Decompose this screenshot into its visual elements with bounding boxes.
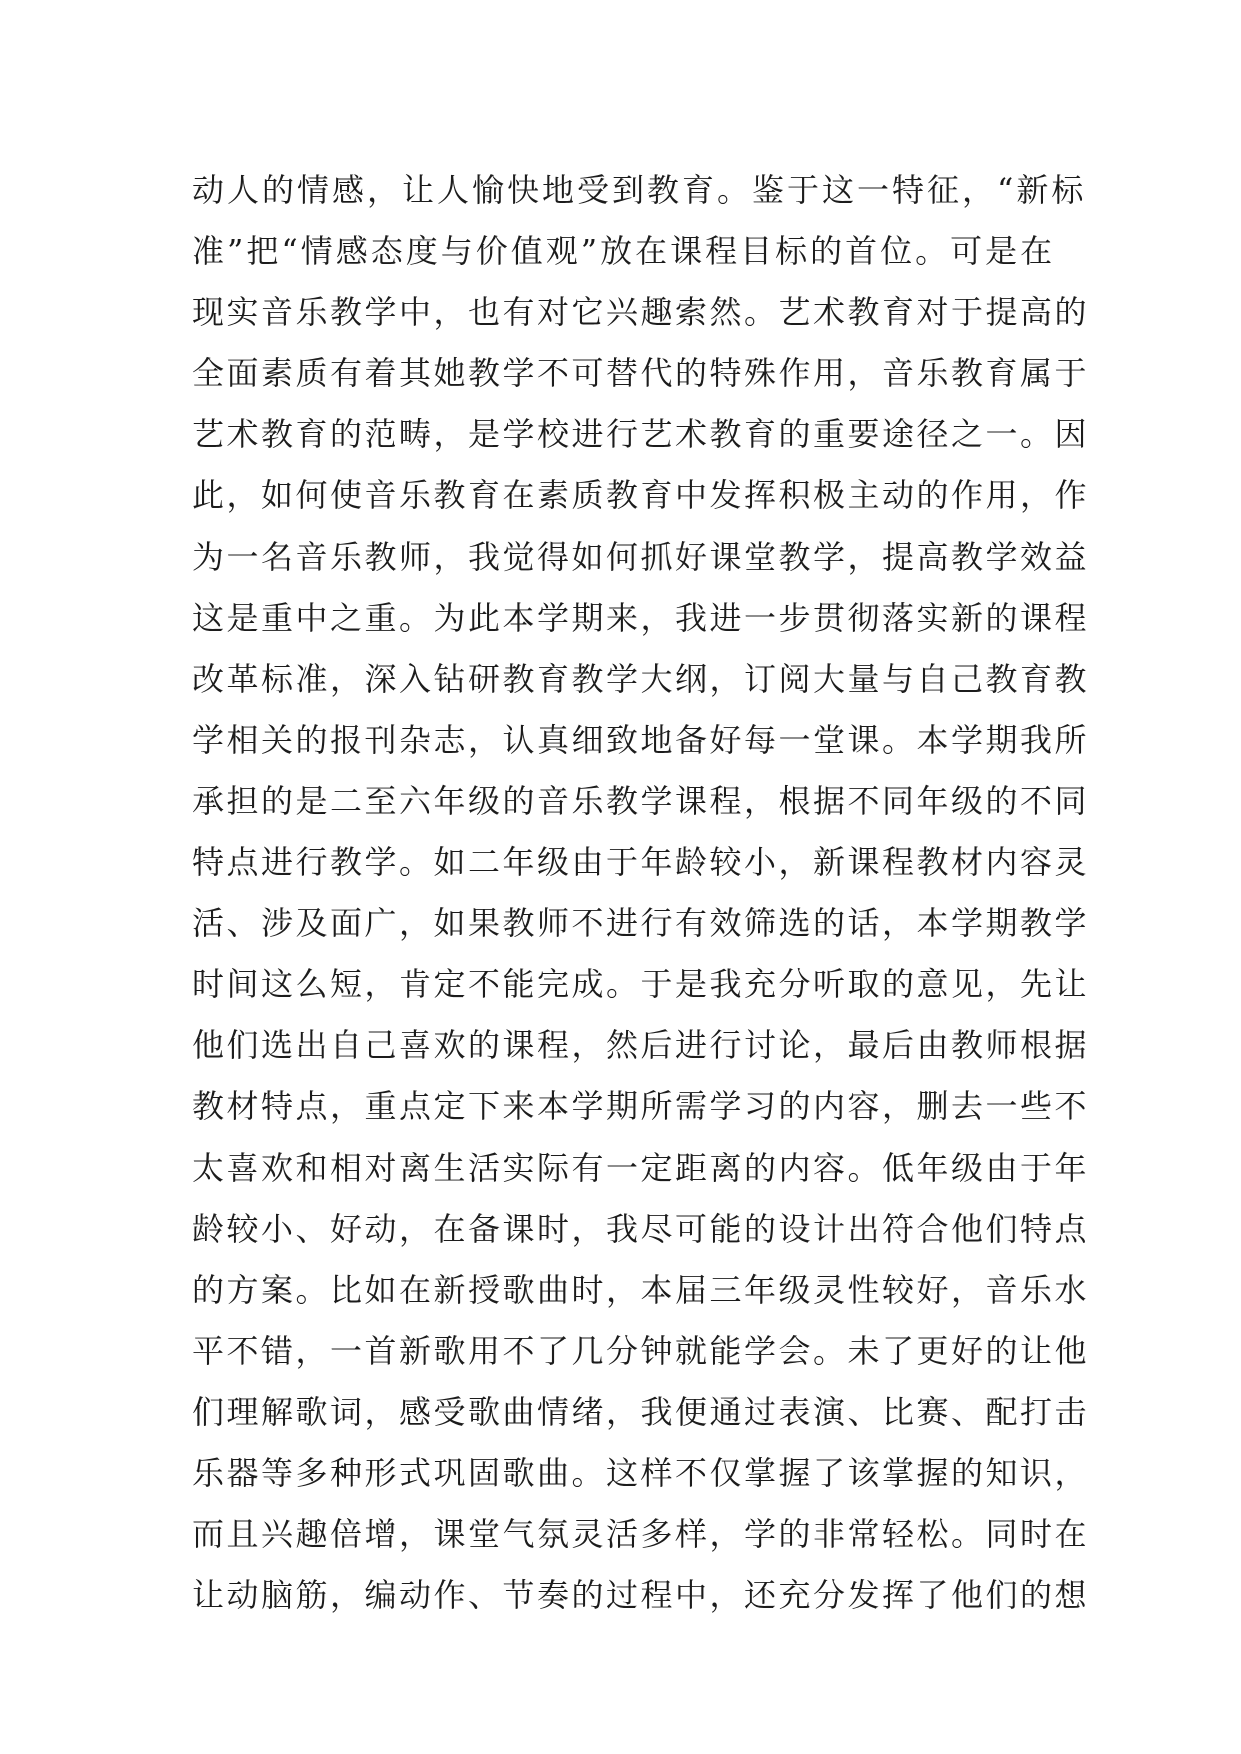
text-line: 学相关的报刊杂志，认真细致地备好每一堂课。本学期我所 (192, 720, 1090, 759)
text-line: 教材特点，重点定下来本学期所需学习的内容，删去一些不 (192, 1087, 1090, 1126)
text-line: 们理解歌词，感受歌曲情绪，我便通过表演、比赛、配打击 (192, 1392, 1090, 1431)
text-line: 特点进行教学。如二年级由于年龄较小，新课程教材内容灵 (192, 843, 1090, 882)
text-line: 的方案。比如在新授歌曲时，本届三年级灵性较好，音乐水 (192, 1270, 1090, 1309)
text-line: 动人的情感，让人愉快地受到教育。鉴于这一特征，“新标 (192, 171, 1087, 209)
text-line: 平不错，一首新歌用不了几分钟就能学会。未了更好的让他 (192, 1331, 1090, 1370)
text-line: 此，如何使音乐教育在素质教育中发挥积极主动的作用，作 (192, 476, 1090, 515)
text-line: 活、涉及面广，如果教师不进行有效筛选的话，本学期教学 (192, 904, 1090, 943)
text-line: 让动脑筋，编动作、节奏的过程中，还充分发挥了他们的想 (192, 1576, 1090, 1615)
text-line: 改革标准，深入钻研教育教学大纲，订阅大量与自己教育教 (192, 659, 1090, 698)
text-line: 乐器等多种形式巩固歌曲。这样不仅掌握了该掌握的知识， (192, 1453, 1090, 1492)
body-text (192, 160, 1090, 1626)
text-line: 他们选出自己喜欢的课程，然后进行讨论，最后由教师根据 (192, 1026, 1090, 1065)
text-line: 为一名音乐教师，我觉得如何抓好课堂教学，提高教学效益 (192, 537, 1090, 576)
text-line: 这是重中之重。为此本学期来，我进一步贯彻落实新的课程 (192, 598, 1090, 637)
text-line: 承担的是二至六年级的音乐教学课程，根据不同年级的不同 (192, 781, 1090, 820)
text-line: 全面素质有着其她教学不可替代的特殊作用，音乐教育属于 (192, 354, 1090, 393)
text-line: 艺术教育的范畴，是学校进行艺术教育的重要途径之一。因 (192, 415, 1090, 454)
text-line: 而且兴趣倍增，课堂气氛灵活多样，学的非常轻松。同时在 (192, 1515, 1090, 1554)
text-line: 现实音乐教学中，也有对它兴趣索然。艺术教育对于提高的 (192, 293, 1090, 332)
text-line: 龄较小、好动，在备课时，我尽可能的设计出符合他们特点 (192, 1209, 1090, 1248)
text-line: 太喜欢和相对离生活实际有一定距离的内容。低年级由于年 (192, 1148, 1090, 1187)
text-line: 准”把“情感态度与价值观”放在课程目标的首位。可是在 (192, 232, 1056, 271)
text-line: 时间这么短，肯定不能完成。于是我充分听取的意见，先让 (192, 965, 1090, 1004)
